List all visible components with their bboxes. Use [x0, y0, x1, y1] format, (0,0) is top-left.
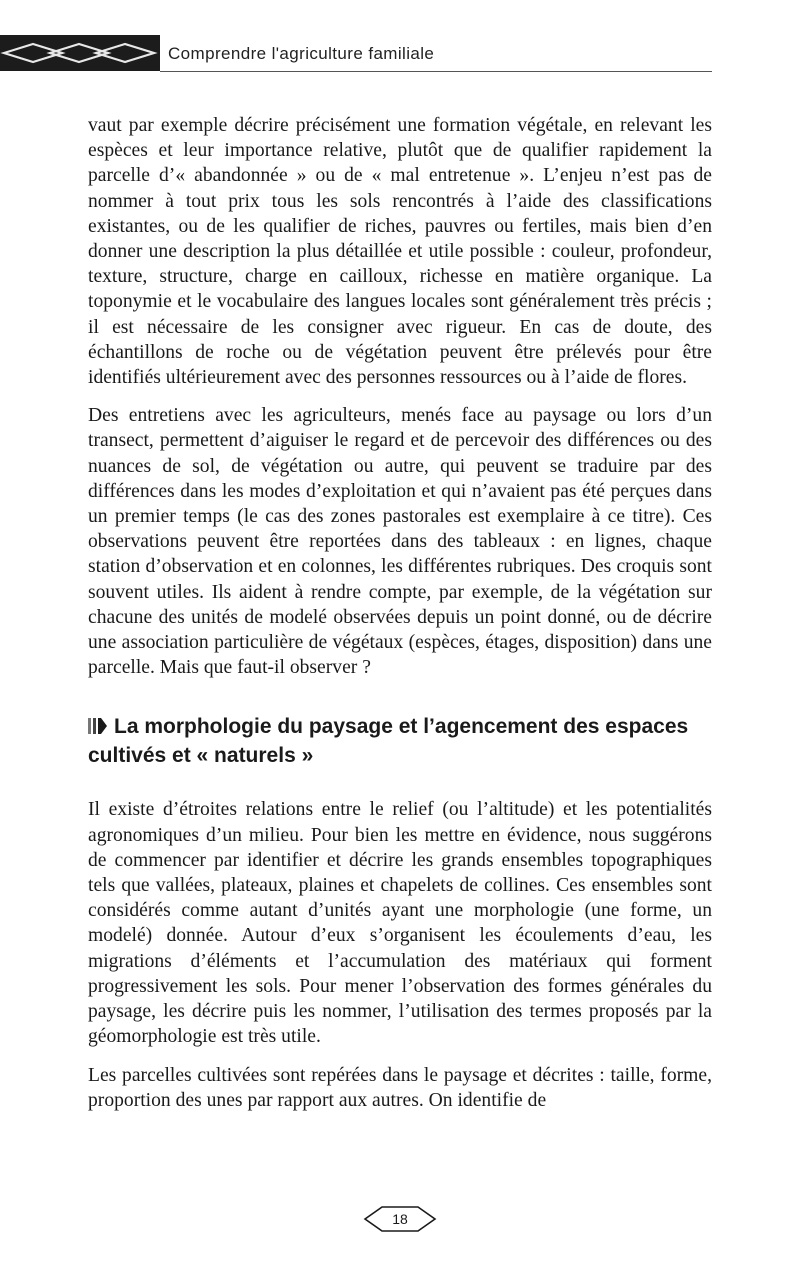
page-number: 18	[392, 1211, 408, 1227]
body-paragraph: Des entretiens avec les agriculteurs, menés face au paysage ou lors d’un transect, permettent d’aiguiser le regard et de percevoir des différences ou des nuances de sol, de végétation ou autre, qui peuvent se traduire par des différences dans les modes d’exploitation et qui n’avaient pas été perçues dans un premier temps (le cas des zones pastorales est exemplaire à ce titre). Ces observations peuvent être reportées dans des tableaux : en lignes, chaque station d’observation et en colonnes, les différentes rubriques. Des croquis sont souvent utiles. Ils aident à rendre compte, par exemple, de la végétation sur chacune des unités de modelé observées depuis un point donné, ou de décrire une association particulière de végétaux (espèces, étages, disposition) dans une parcelle. Mais que faut-il observer ?	[88, 405, 712, 679]
section-marker-icon	[88, 715, 108, 742]
body-paragraph: Il existe d’étroites relations entre le relief (ou l’altitude) et les potentialités agronomiques d’un milieu. Pour bien les mettre en évidence, nous suggérons de commencer par identifier et décrire les grands ensembles topographiques tels que vallées, plateaux, plaines et chapelets de collines. Ces ensembles sont considérés comme autant d’unités ayant une morphologie (une forme, un modelé) donnée. Autour d’eux s’organisent les écoulements d’eau, les migrations d’éléments et l’accumulation des matériaux qui forment progressivement les sols. Pour mener l’observation des formes générales du paysage, les décrire puis les nommer, l’utilisation des termes proposés par la géomorphologie est très utile.	[88, 799, 712, 1048]
body-paragraph: Les parcelles cultivées sont repérées dans le paysage et décrites : taille, forme, proportion des unes par rapport aux autres. On identifie de	[88, 1064, 712, 1111]
running-title: Comprendre l'agriculture familiale	[168, 44, 435, 63]
header-rule	[160, 71, 712, 72]
header-decorative-band	[0, 35, 160, 71]
section-heading	[88, 713, 712, 769]
section-heading-text: La morphologie du paysage et l’agencement des espaces cultivés et « naturels »	[88, 715, 689, 768]
page-body	[88, 113, 712, 1126]
page-number-badge	[362, 1204, 438, 1234]
body-paragraph: vaut par exemple décrire précisément une formation végétale, en relevant les espèces et leur importance relative, plutôt que de qualifier rapidement la parcelle d’« abandonnée » ou de « mal entretenue ». L’enjeu n’est pas de nommer à tout prix tous les sols rencontrés à l’aide des classifications existantes, ou de les qualifier de riches, pauvres ou fertiles, mais bien d’en donner une description la plus détaillée et utile possible : couleur, profondeur, texture, structure, charge en cailloux, richesse en matière organique. La toponymie et le vocabulaire des langues locales sont généralement très précis ; il est nécessaire de les consigner avec rigueur. En cas de doute, des échantillons de roche ou de végétation peuvent être prélevés pour être identifiés ultérieurement avec des personnes ressources ou à l’aide de flores.	[88, 115, 712, 389]
diamond-pattern-icon	[0, 35, 160, 71]
